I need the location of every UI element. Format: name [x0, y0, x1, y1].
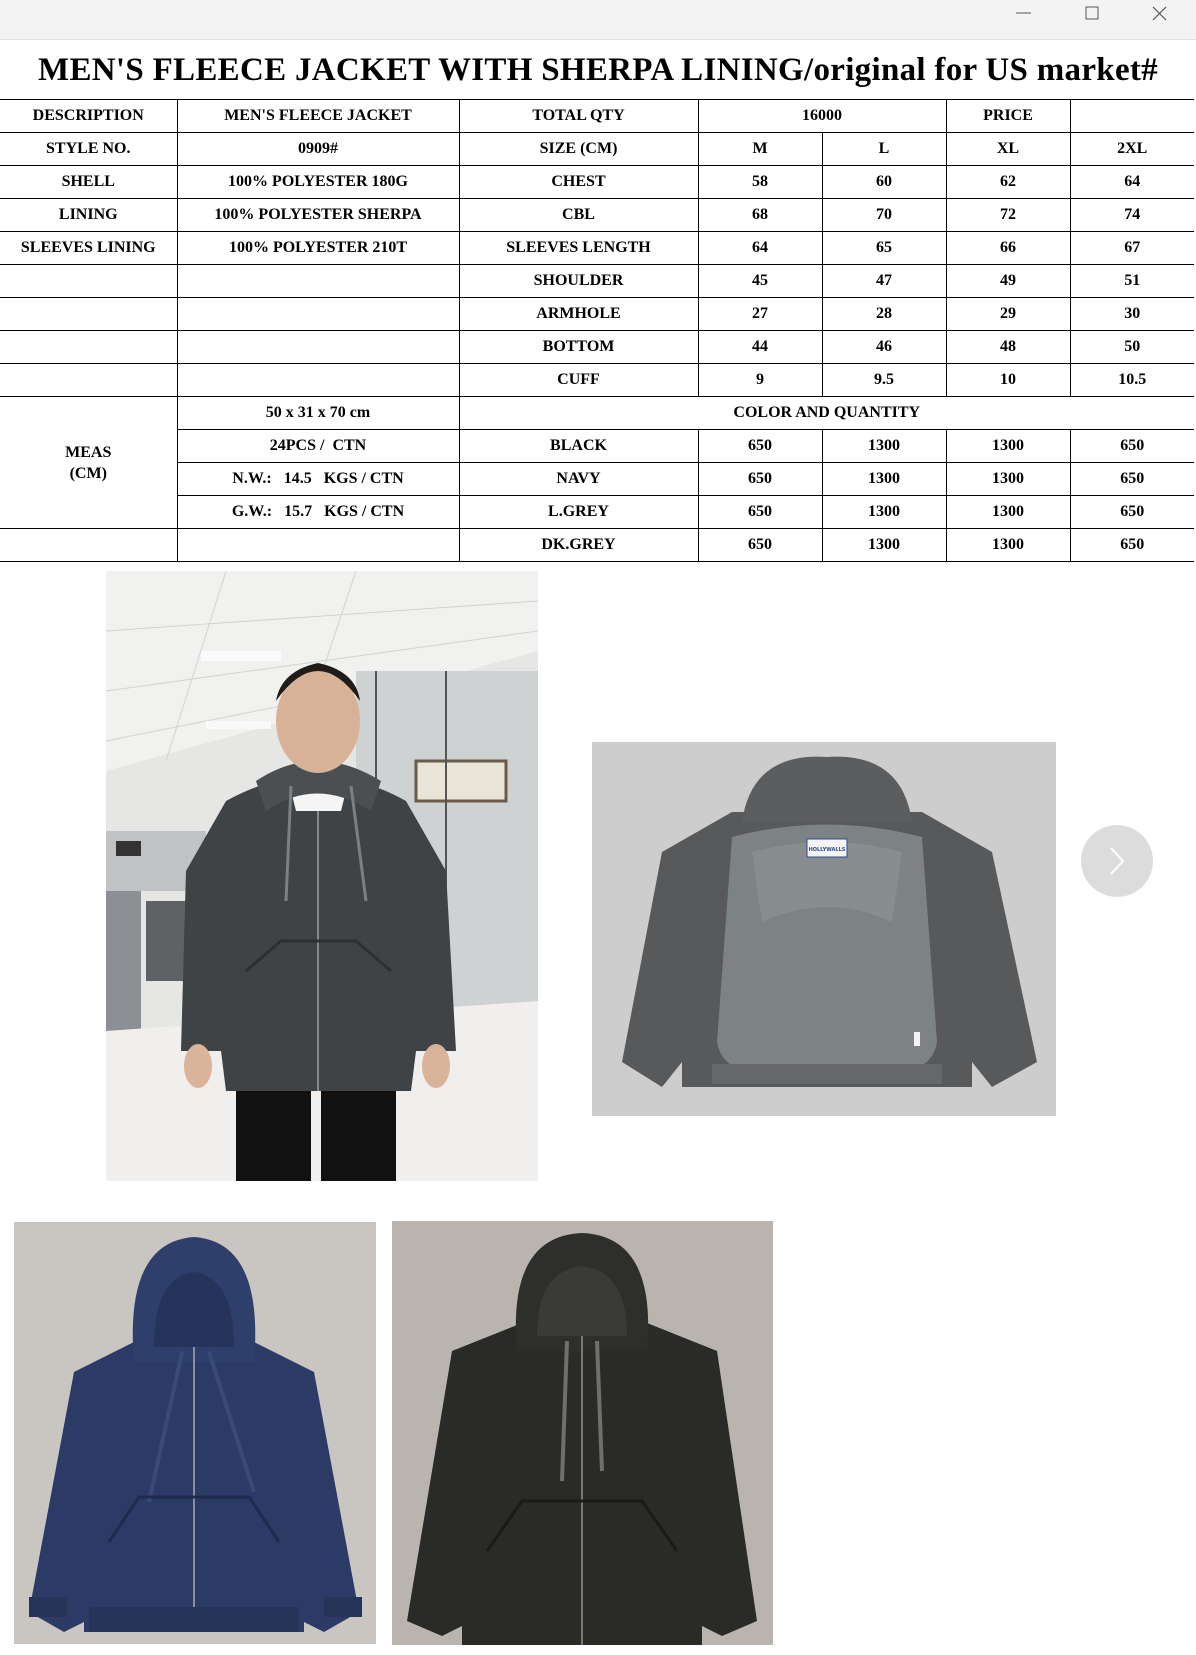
style-value: 0909# [177, 133, 459, 166]
navy-jacket-photo [14, 1222, 376, 1644]
measurement-cell: 70 [822, 199, 946, 232]
measurement-cell: 48 [946, 331, 1070, 364]
empty-cell [0, 529, 177, 562]
measurement-cell: 9.5 [822, 364, 946, 397]
size-header: M [698, 133, 822, 166]
table-row [0, 199, 1194, 232]
color-qty-cell: 1300 [822, 463, 946, 496]
color-qty-cell: 650 [698, 529, 822, 562]
table-row [0, 298, 1194, 331]
left-row-label: SHELL [0, 166, 177, 199]
measurement-name: SLEEVES LENGTH [459, 232, 698, 265]
left-row-label [0, 364, 177, 397]
price-label: PRICE [946, 100, 1070, 133]
measurement-name: CHEST [459, 166, 698, 199]
left-row-label [0, 298, 177, 331]
measurement-cell: 64 [1070, 166, 1194, 199]
table-row [0, 232, 1194, 265]
measurement-name: CBL [459, 199, 698, 232]
color-qty-cell: 1300 [946, 496, 1070, 529]
left-row-value: 100% POLYESTER 180G [177, 166, 459, 199]
table-row [0, 463, 1194, 496]
color-name: BLACK [459, 430, 698, 463]
measurement-cell: 72 [946, 199, 1070, 232]
table-row [0, 364, 1194, 397]
carton-pcs: 24PCS / CTN [177, 430, 459, 463]
table-row [0, 331, 1194, 364]
table-row [0, 166, 1194, 199]
total-qty-value: 16000 [698, 100, 946, 133]
color-name: L.GREY [459, 496, 698, 529]
table-row [0, 496, 1194, 529]
measurement-cell: 9 [698, 364, 822, 397]
color-qty-cell: 650 [698, 463, 822, 496]
measurement-cell: 62 [946, 166, 1070, 199]
chevron-right-icon [1105, 845, 1129, 877]
empty-cell [177, 529, 459, 562]
brand-label: HOLLYWALLS [808, 847, 846, 853]
measurement-cell: 10 [946, 364, 1070, 397]
measurement-cell: 74 [1070, 199, 1194, 232]
measurement-cell: 51 [1070, 265, 1194, 298]
left-row-label [0, 265, 177, 298]
table-row [0, 397, 1194, 430]
color-qty-cell: 1300 [946, 430, 1070, 463]
style-label: STYLE NO. [0, 133, 177, 166]
size-label: SIZE (CM) [459, 133, 698, 166]
close-button[interactable] [1136, 0, 1182, 28]
color-qty-cell: 1300 [822, 430, 946, 463]
meas-label-line: (CM) [69, 464, 107, 482]
size-header: XL [946, 133, 1070, 166]
minimize-icon [1016, 6, 1032, 22]
color-name: DK.GREY [459, 529, 698, 562]
left-row-value: 100% POLYESTER 210T [177, 232, 459, 265]
measurement-cell: 65 [822, 232, 946, 265]
measurement-cell: 44 [698, 331, 822, 364]
size-header: L [822, 133, 946, 166]
measurement-name: SHOULDER [459, 265, 698, 298]
left-row-label: SLEEVES LINING [0, 232, 177, 265]
table-row [0, 529, 1194, 562]
measurement-cell: 10.5 [1070, 364, 1194, 397]
spec-table [0, 99, 1194, 562]
description-value: MEN'S FLEECE JACKET [177, 100, 459, 133]
left-row-value [177, 265, 459, 298]
table-row [0, 100, 1194, 133]
left-row-value [177, 331, 459, 364]
left-row-label: LINING [0, 199, 177, 232]
measurement-cell: 58 [698, 166, 822, 199]
page-title: MEN'S FLEECE JACKET WITH SHERPA LINING/original for US market# [38, 52, 1158, 88]
measurement-cell: 64 [698, 232, 822, 265]
measurement-cell: 45 [698, 265, 822, 298]
measurement-cell: 50 [1070, 331, 1194, 364]
left-row-value: 100% POLYESTER SHERPA [177, 199, 459, 232]
meas-label-line: MEAS [65, 443, 112, 461]
measurement-cell: 67 [1070, 232, 1194, 265]
measurement-cell: 66 [946, 232, 1070, 265]
table-row [0, 265, 1194, 298]
maximize-icon [1085, 6, 1101, 22]
size-header: 2XL [1070, 133, 1194, 166]
minimize-button[interactable] [1000, 0, 1046, 28]
measurement-name: CUFF [459, 364, 698, 397]
left-row-value [177, 364, 459, 397]
color-qty-cell: 650 [1070, 496, 1194, 529]
maximize-button[interactable] [1069, 0, 1115, 28]
table-row [0, 430, 1194, 463]
color-qty-cell: 1300 [946, 463, 1070, 496]
measurement-cell: 29 [946, 298, 1070, 331]
measurement-cell: 28 [822, 298, 946, 331]
meas-label [0, 397, 177, 529]
color-qty-cell: 650 [698, 430, 822, 463]
measurement-cell: 49 [946, 265, 1070, 298]
model-photo [106, 571, 538, 1181]
color-qty-cell: 1300 [822, 529, 946, 562]
left-row-value [177, 298, 459, 331]
measurement-name: BOTTOM [459, 331, 698, 364]
measurement-cell: 27 [698, 298, 822, 331]
close-icon [1152, 6, 1168, 22]
description-label: DESCRIPTION [0, 100, 177, 133]
total-qty-label: TOTAL QTY [459, 100, 698, 133]
color-qty-cell: 650 [1070, 430, 1194, 463]
color-qty-cell: 1300 [946, 529, 1070, 562]
black-jacket-photo [392, 1221, 773, 1645]
color-qty-cell: 650 [698, 496, 822, 529]
color-name: NAVY [459, 463, 698, 496]
color-qty-cell: 650 [1070, 463, 1194, 496]
color-qty-header: COLOR AND QUANTITY [459, 397, 1194, 430]
measurement-name: ARMHOLE [459, 298, 698, 331]
measurement-cell: 68 [698, 199, 822, 232]
window-titlebar [0, 0, 1196, 40]
carton-gw: G.W.: 15.7 KGS / CTN [177, 496, 459, 529]
next-image-button[interactable] [1081, 825, 1153, 897]
measurement-cell: 47 [822, 265, 946, 298]
table-row [0, 133, 1194, 166]
carton-nw: N.W.: 14.5 KGS / CTN [177, 463, 459, 496]
grey-jacket-open-photo [592, 742, 1056, 1116]
price-value [1070, 100, 1194, 133]
carton-dims: 50 x 31 x 70 cm [177, 397, 459, 430]
measurement-cell: 30 [1070, 298, 1194, 331]
color-qty-cell: 650 [1070, 529, 1194, 562]
measurement-cell: 46 [822, 331, 946, 364]
measurement-cell: 60 [822, 166, 946, 199]
color-qty-cell: 1300 [822, 496, 946, 529]
left-row-label [0, 331, 177, 364]
